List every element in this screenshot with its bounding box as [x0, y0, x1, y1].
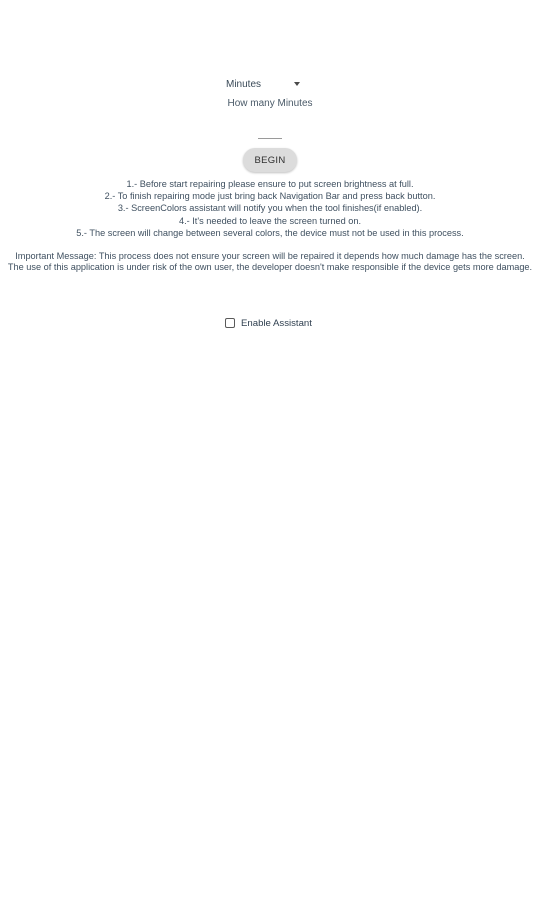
- instruction-item: 2.- To finish repairing mode just bring back Navigation Bar and press back button.: [104, 191, 436, 202]
- duration-input[interactable]: [258, 126, 282, 139]
- dropdown-arrow-icon: [294, 82, 300, 86]
- begin-button[interactable]: BEGIN: [243, 148, 297, 172]
- instruction-item: 1.- Before start repairing please ensure to put screen brightness at full.: [126, 179, 414, 189]
- instruction-item: 5.- The screen will change between several colors, the device must not be used in this process.: [76, 227, 464, 238]
- warning-block: [4, 251, 536, 273]
- instructions-list: [0, 178, 540, 239]
- time-unit-selected: Minutes: [226, 78, 262, 90]
- enable-assistant-option[interactable]: [225, 316, 312, 330]
- important-message: Important Message: This process does not ensure your screen will be repaired it depends how much damage has the screen.: [15, 251, 525, 261]
- duration-label: How many Minutes: [227, 98, 313, 109]
- instruction-item: 4.- It's needed to leave the screen turned on.: [178, 215, 362, 226]
- enable-assistant-label: Enable Assistant: [241, 317, 312, 329]
- instruction-item: 3.- ScreenColors assistant will notify you when the tool finishes(if enabled).: [117, 203, 423, 214]
- time-unit-dropdown[interactable]: [226, 73, 314, 95]
- disclaimer-text: The use of this application is under risk of the own user, the developer doesn't make responsible if the device gets more damage.: [7, 262, 533, 273]
- checkbox-unchecked-icon[interactable]: [225, 318, 235, 328]
